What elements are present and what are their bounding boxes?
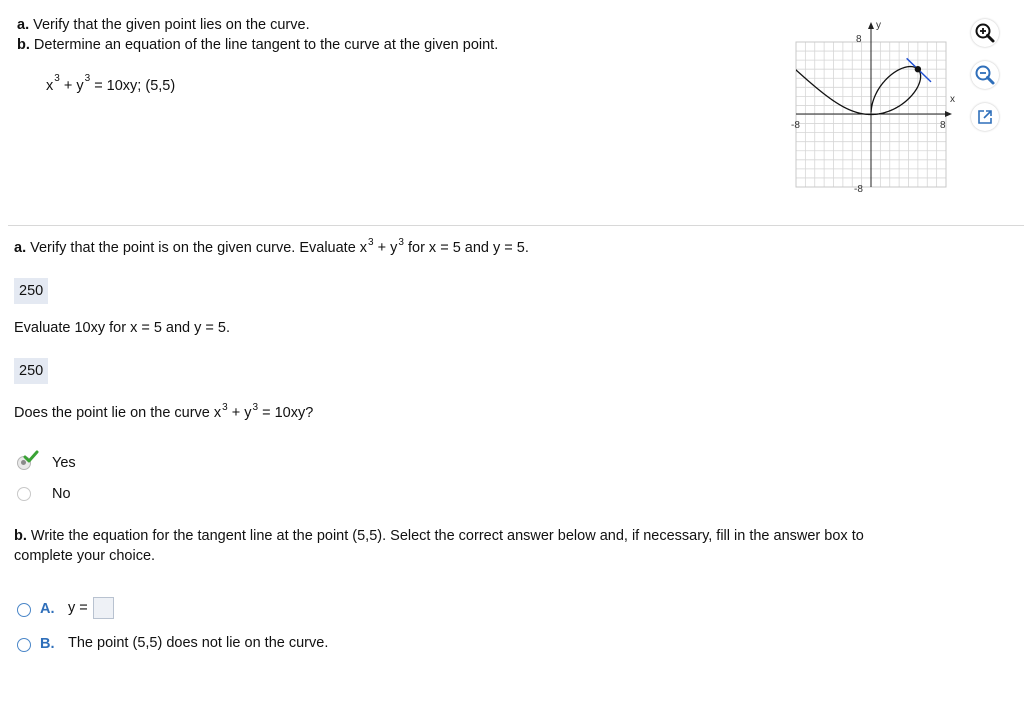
question-part-b <box>17 35 498 55</box>
x-axis-arrow <box>945 111 952 117</box>
option-b-text: The point (5,5) does not lie on the curve. <box>68 635 329 651</box>
curve-equation: $x^3 + y^3 = 10xy$; (5,5) <box>46 73 176 94</box>
answer-2: 250 <box>14 358 48 384</box>
part-a-label: a. <box>17 17 30 33</box>
tangent-answer-input[interactable] <box>93 597 114 619</box>
option-a-text: y = <box>68 600 88 616</box>
x-axis-label: x <box>950 94 955 105</box>
tick-left: -8 <box>791 120 800 131</box>
popout-icon <box>976 108 994 126</box>
popout-button[interactable] <box>971 103 999 131</box>
step-a-prompt: a. Verify that the point is on the given curve. Evaluate $x^3 + y^3$ for x = 5 and y = 5. <box>14 237 529 256</box>
section-divider <box>8 225 1024 226</box>
zoom-in-button[interactable] <box>971 19 999 47</box>
tick-top: 8 <box>856 34 862 45</box>
option-a-letter[interactable]: A. <box>40 601 55 617</box>
option-no-label[interactable]: No <box>52 486 71 502</box>
step-b-prompt: b. Write the equation for the tangent line at the point (5,5). Select the correct answer below and, if necessary, fill in the answer box to <box>14 528 864 544</box>
curve-graph <box>790 18 955 193</box>
step-a-prompt-3: Does the point lie on the curve $x^3 + y^3 = 10xy$? <box>14 402 314 421</box>
correct-check-icon <box>23 450 39 464</box>
y-axis-arrow <box>868 22 874 29</box>
radio-no[interactable] <box>17 487 31 501</box>
tick-bottom: -8 <box>854 184 863 193</box>
folium-curve <box>795 67 921 115</box>
zoom-out-icon <box>974 64 996 86</box>
answer-1: 250 <box>14 278 48 304</box>
tick-right: 8 <box>940 120 946 131</box>
question-part-a <box>17 15 310 35</box>
zoom-in-icon <box>974 22 996 44</box>
option-b-letter[interactable]: B. <box>40 636 55 652</box>
radio-option-a[interactable] <box>17 603 31 617</box>
step-b-prompt-line2: complete your choice. <box>14 548 156 564</box>
step-a-prompt-2: Evaluate 10xy for x = 5 and y = 5. <box>14 320 231 336</box>
option-yes-label[interactable]: Yes <box>52 455 76 471</box>
y-axis-label: y <box>876 20 881 31</box>
given-point <box>915 66 921 72</box>
part-b-text: Determine an equation of the line tangent to the curve at the given point. <box>33 37 499 53</box>
part-a-text: Verify that the given point lies on the curve. <box>33 17 310 33</box>
zoom-out-button[interactable] <box>971 61 999 89</box>
radio-option-b[interactable] <box>17 638 31 652</box>
part-b-label: b. <box>17 37 30 53</box>
